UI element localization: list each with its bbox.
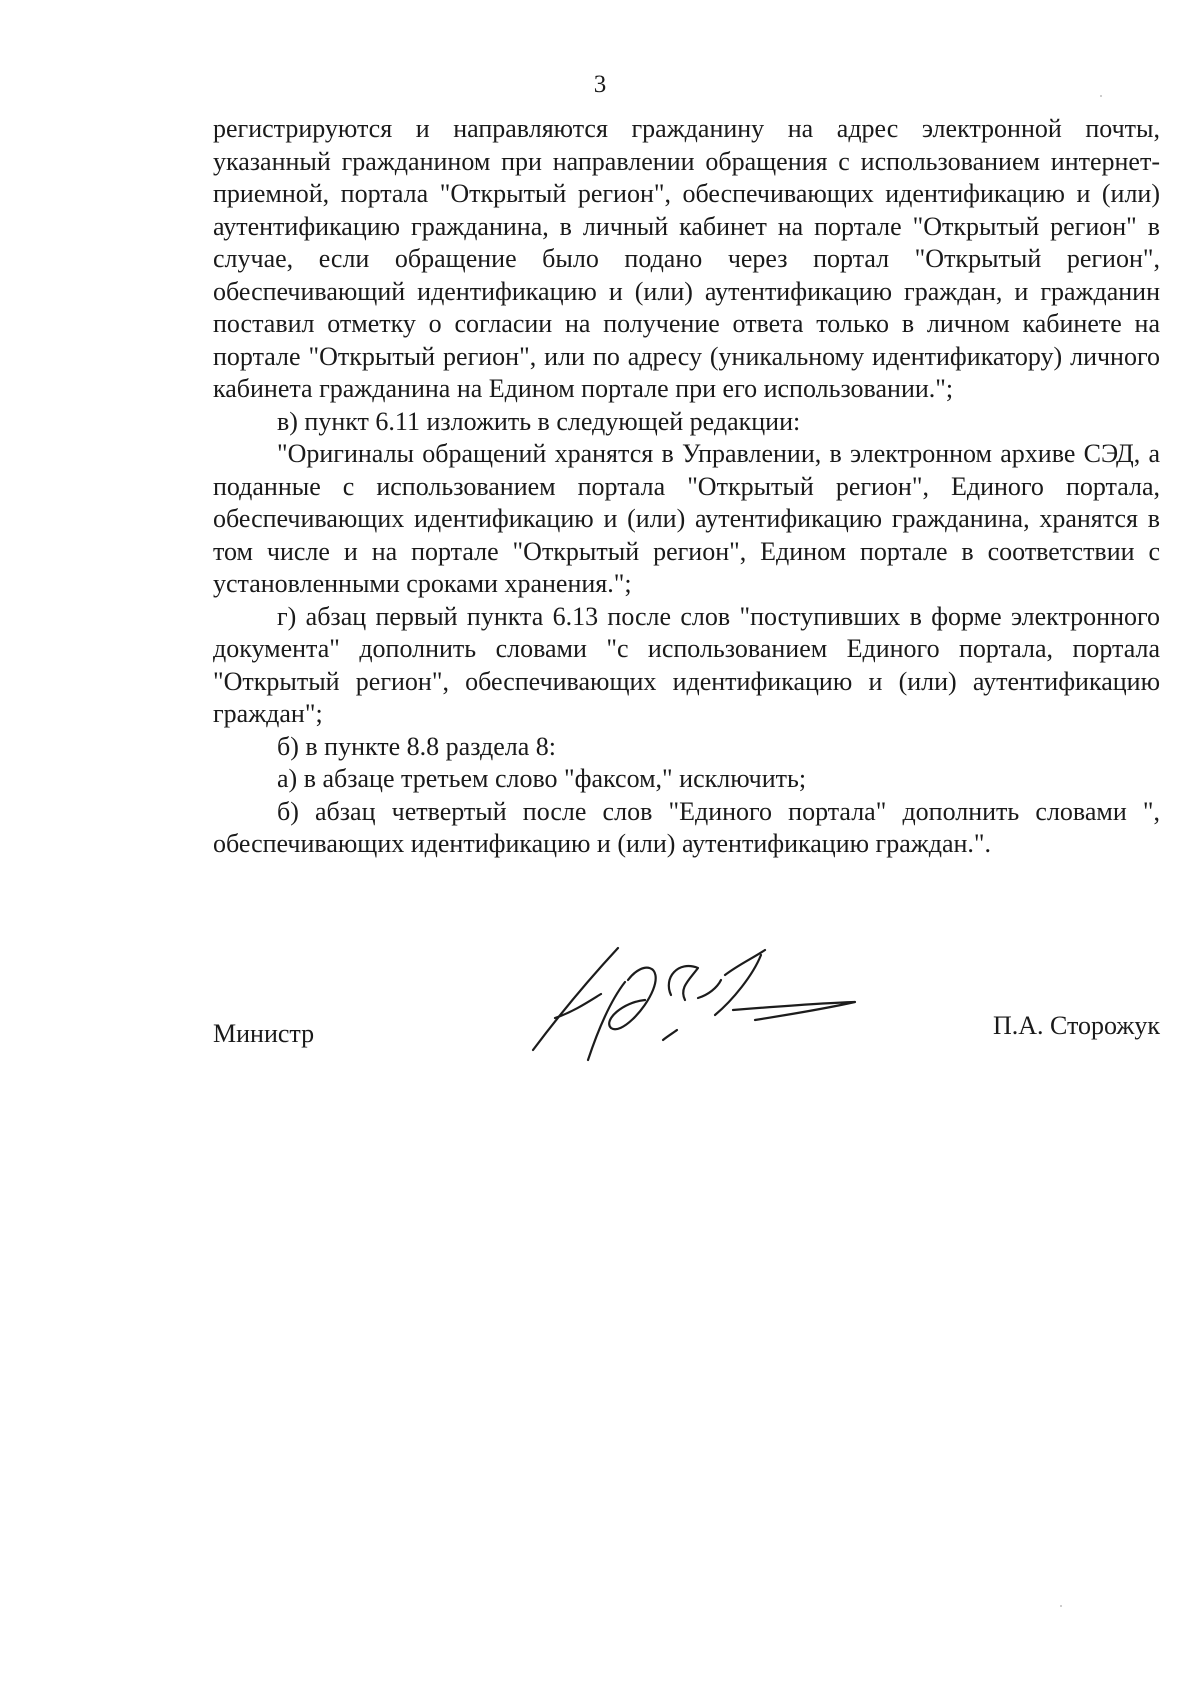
document-body (213, 113, 1160, 861)
paragraph-subitem-a: а) в абзаце третьем слово "факсом," исключить; (277, 764, 807, 793)
paragraph-quote-6-11: "Оригиналы обращений хранятся в Управлении, в электронном архиве СЭД, а поданные с использованием портала "Открытый регион", Единого портала, обеспечивающих идентификацию и (или) аутентификацию гражданина, хранятся в том числе и на портале "Открытый регион", Едином портале в соответствии с установленными сроками хранения."; (213, 439, 1160, 598)
handwritten-signature (493, 940, 873, 1070)
signer-name: П.А. Сторожук (992, 1011, 1160, 1040)
paragraph-item-v: в) пункт 6.11 изложить в следующей редакции: (277, 406, 801, 436)
scan-speck (1100, 95, 1102, 97)
paragraph-item-b-8-8: б) в пункте 8.8 раздела 8: (277, 731, 557, 761)
signer-position: Министр (213, 1019, 315, 1048)
paragraph-item-g: г) абзац первый пункта 6.13 после слов "поступивших в форме электронного документа" дополнить словами "с использованием Единого портала, портала "Открытый регион", обеспечивающих идентификацию и (или) аутентификацию граждан"; (213, 601, 1160, 728)
page-number: 3 (593, 71, 607, 98)
paragraph-continuation: регистрируются и направляются гражданину на адрес электронной почты, указанный гражданином при направлении обращения с использованием интернет-приемной, портала "Открытый регион", обеспечивающих идентификацию и (или) аутентификацию гражданина, в личный кабинет на портале "Открытый регион" в случае, если обращение было подано через портал "Открытый регион", обеспечивающий идентификацию и (или) аутентификацию граждан, и гражданин поставил отметку о согласии на получение ответа только в личном кабинете на портале "Открытый регион", или по адресу (уникальному идентификатору) личного кабинета гражданина на Едином портале при его использовании."; (213, 114, 1160, 403)
paragraph-subitem-b: б) абзац четвертый после слов "Единого портала" дополнить словами ", обеспечивающих идентификацию и (или) аутентификацию граждан.". (213, 796, 1160, 858)
scan-speck (1060, 1605, 1062, 1607)
signature-block (213, 960, 1160, 1090)
